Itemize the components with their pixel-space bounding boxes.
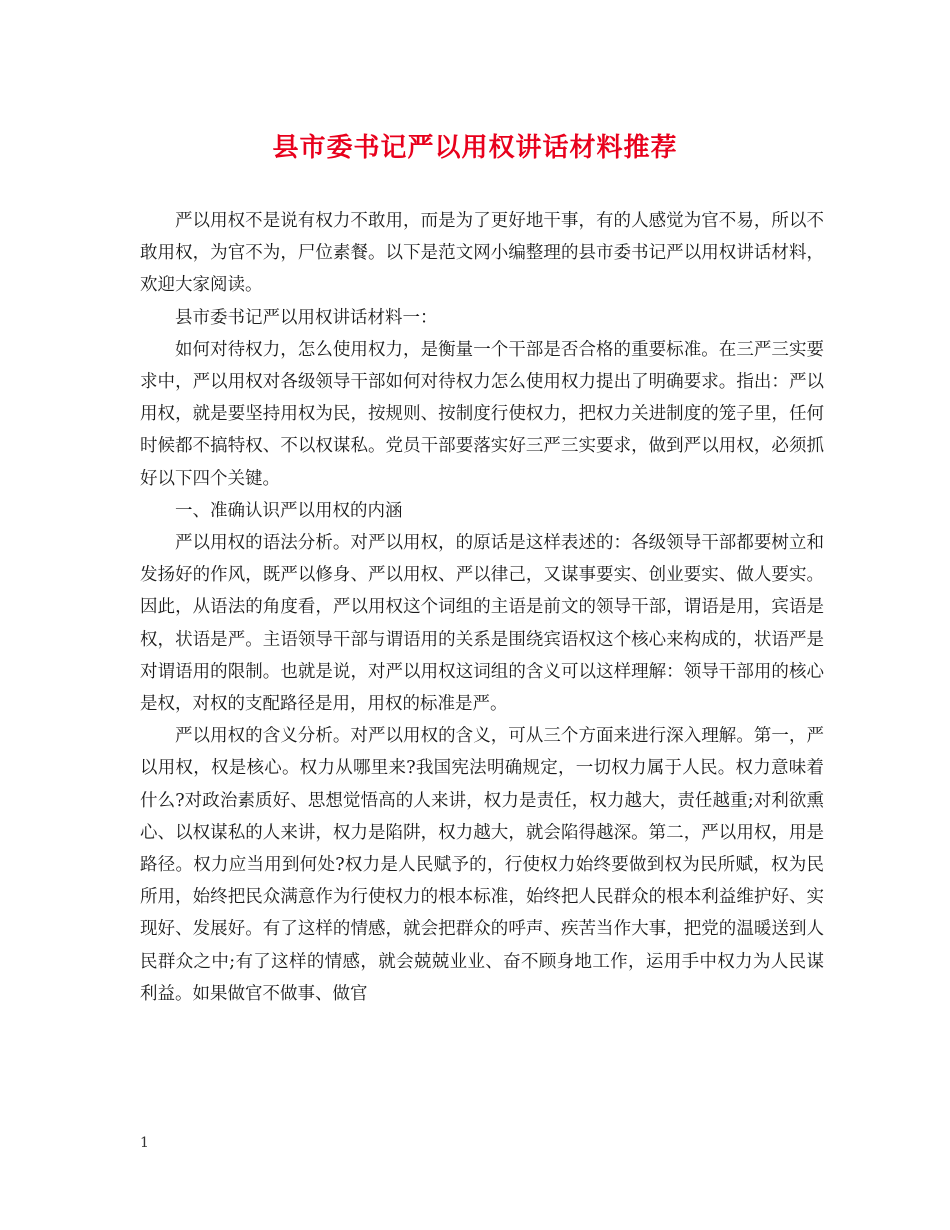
- section-heading-one: 一、准确认识严以用权的内涵: [175, 500, 403, 521]
- document-title: 县市委书记严以用权讲话材料推荐: [272, 133, 678, 163]
- page-number: 1: [140, 1135, 149, 1151]
- section-heading-material-one: 县市委书记严以用权讲话材料一：: [175, 307, 438, 328]
- body-paragraph: 严以用权的含义分析。对严以用权的含义，可从三个方面来进行深入理解。第一，严以用权，权是核心。权力从哪里来?我国宪法明确规定，一切权力属于人民。权力意味着什么?对政治素质好、思想觉悟高的人来讲，权力是责任，权力越大，责任越重;对利欲熏心、以权谋私的人来讲，权力是陷阱，权力越大，就会陷得越深。第二，严以用权，用是路径。权力应当用到何处?权力是人民赋予的，行使权力始终要做到权为民所赋，权为民所用，始终把民众满意作为行使权力的根本标准，始终把人民群众的根本利益维护好、实现好、发展好。有了这样的情感，就会把群众的呼声、疾苦当作大事，把党的温暖送到人民群众之中;有了这样的情感，就会兢兢业业、奋不顾身地工作，运用手中权力为人民谋利益。如果做官不做事、做官: [140, 726, 824, 1004]
- document-body: [140, 205, 824, 1010]
- intro-paragraph: 严以用权不是说有权力不敢用，而是为了更好地干事，有的人感觉为官不易，所以不敢用权，为官不为，尸位素餐。以下是范文网小编整理的县市委书记严以用权讲话材料，欢迎大家阅读。: [140, 211, 824, 296]
- body-paragraph: 严以用权的语法分析。对严以用权，的原话是这样表述的：各级领导干部都要树立和发扬好的作风，既严以修身、严以用权、严以律己，又谋事要实、创业要实、做人要实。因此，从语法的角度看，严以用权这个词组的主语是前文的领导干部，谓语是用，宾语是权，状语是严。主语领导干部与谓语用的关系是围绕宾语权这个核心来构成的，状语严是对谓语用的限制。也就是说，对严以用权这词组的含义可以这样理解：领导干部用的核心是权，对权的支配路径是用，用权的标准是严。: [140, 533, 824, 715]
- body-paragraph: 如何对待权力，怎么使用权力，是衡量一个干部是否合格的重要标准。在三严三实要求中，严以用权对各级领导干部如何对待权力怎么使用权力提出了明确要求。指出：严以用权，就是要坚持用权为民，按规则、按制度行使权力，把权力关进制度的笼子里，任何时候都不搞特权、不以权谋私。党员干部要落实好三严三实要求，做到严以用权，必须抓好以下四个关键。: [140, 339, 824, 489]
